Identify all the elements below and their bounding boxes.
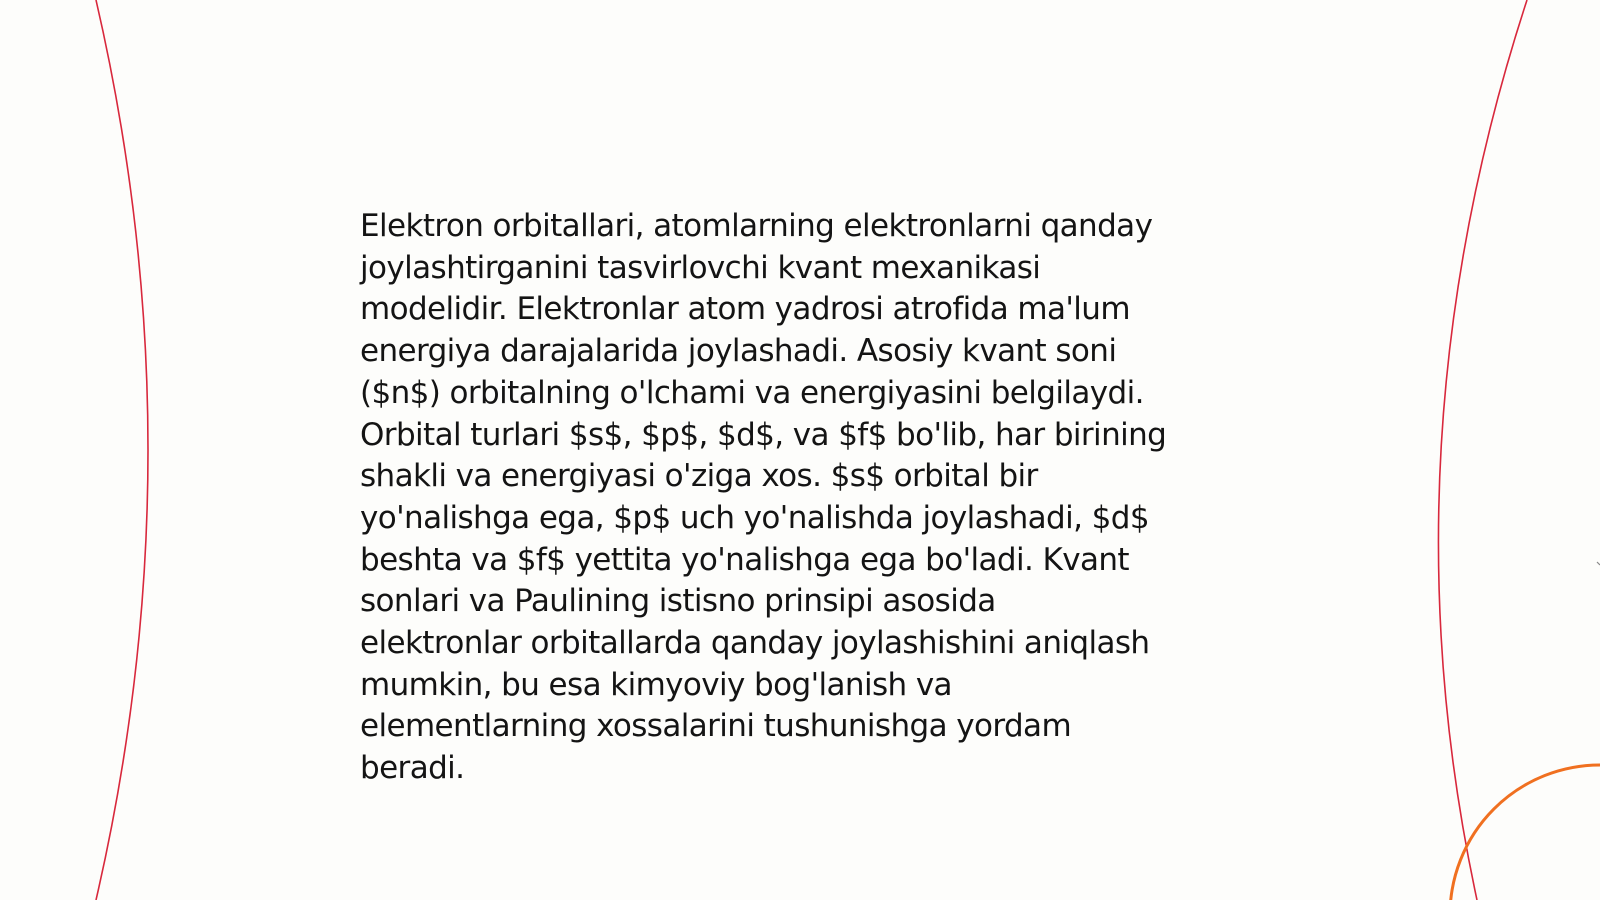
left-curve-line (96, 0, 148, 900)
body-paragraph: Elektron orbitallari, atomlarning elektronlarni qanday joylashtirganini tasvirlovchi kvant mexanikasi modelidir. Elektronlar atom yadrosi atrofida ma'lum energiya darajalarida joylashadi. Asosiy kvant soni ($n$) orbitalning o'lchami va energiyasini belgilaydi. Orbital turlari $s$, $p$, $d$, va $f$ bo'lib, har birining shakli va energiyasi o'ziga xos. $s$ orbital bir yo'nalishga ega, $p$ uch yo'nalishda joylashadi, $d$ beshta va $f$ yettita yo'nalishga ega bo'ladi. Kvant sonlari va Paulining istisno prinsipi asosida elektronlar orbitallarda qanday joylashishini aniqlash mumkin, bu esa kimyoviy bog'lanish va elementlarning xossalarini tushunishga yordam beradi. (360, 208, 1167, 787)
right-curve-line (1438, 0, 1527, 900)
